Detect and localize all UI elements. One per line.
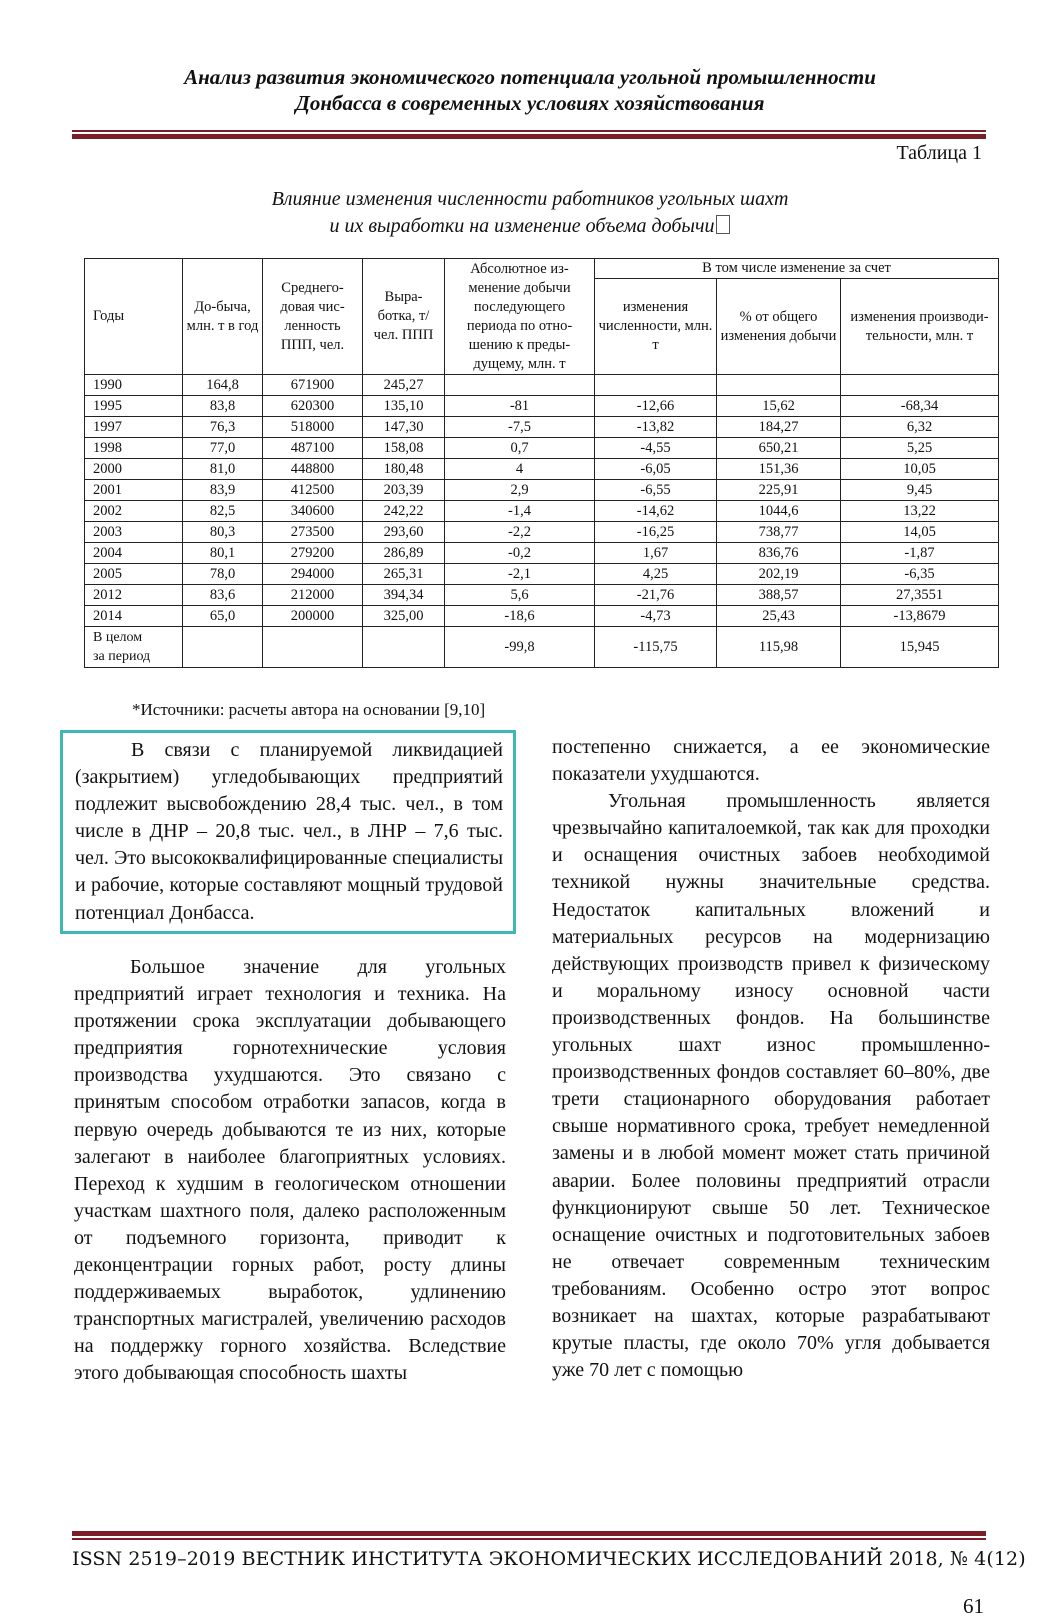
table-row	[85, 375, 999, 396]
table-cell: -6,55	[595, 480, 717, 501]
table-cell: 135,10	[363, 396, 445, 417]
table-label: Таблица 1	[896, 142, 982, 164]
table-cell: 15,945	[841, 627, 999, 668]
header-group: В том числе изменение за счет	[595, 259, 999, 279]
table-cell: -99,8	[445, 627, 595, 668]
table-cell: 164,8	[183, 375, 263, 396]
table-cell	[595, 375, 717, 396]
table-cell: 388,57	[717, 585, 841, 606]
table-cell: 80,3	[183, 522, 263, 543]
table-row	[85, 417, 999, 438]
total-label-line-2: за период	[93, 649, 151, 664]
table-total-row	[85, 627, 999, 668]
table-row	[85, 396, 999, 417]
page-number: 61	[963, 1594, 984, 1618]
missing-glyph-box-icon	[716, 215, 730, 234]
table-cell: -7,5	[445, 417, 595, 438]
left-paragraph: Большое значение для угольных предприятий играет технология и техника. На протяжении срока эксплуатации добывающего предприятия горнотехнические условия производства ухудшаются. Это связано с принятым способом отработки запасов, когда в первую очередь добываются те из них, которые залегают в наиболее благоприятных условиях. Переход к худшим в геологическом отношении участкам шахтного поля, далеко расположенным от подъемного горизонта, приводит к деконцентрации горных работ, росту длины поддерживаемых выработок, удлинению транспортных магистралей, увеличению расходов на поддержку горного хозяйства. Вследствие этого добывающая способность шахты	[74, 956, 506, 1385]
footer-rule	[72, 1531, 986, 1540]
journal-footer: ISSN 2519–2019 ВЕСТНИК ИНСТИТУТА ЭКОНОМИЧЕСКИХ ИССЛЕДОВАНИЙ 2018, № 4(12)	[72, 1548, 1026, 1570]
table-cell: -2,1	[445, 564, 595, 585]
header-change-productivity: изменения производи-тельности, млн. т	[841, 279, 999, 375]
table-cell: 202,19	[717, 564, 841, 585]
header-output: До-бычa, млн. т в год	[183, 259, 263, 375]
table-cell: 325,00	[363, 606, 445, 627]
row-year: 2012	[85, 585, 183, 606]
table-cell: 83,6	[183, 585, 263, 606]
table-cell: 286,89	[363, 543, 445, 564]
table-cell: 180,48	[363, 459, 445, 480]
row-year: 1990	[85, 375, 183, 396]
table-cell: 836,76	[717, 543, 841, 564]
table-cell: -6,35	[841, 564, 999, 585]
article-title	[60, 64, 1000, 116]
table-cell: 340600	[263, 501, 363, 522]
row-year: 1997	[85, 417, 183, 438]
table-cell: 65,0	[183, 606, 263, 627]
table-cell	[445, 375, 595, 396]
table-row	[85, 564, 999, 585]
right-column	[552, 734, 990, 1384]
table-caption-line-2-text: и их выработки на изменение объема добычи	[329, 215, 715, 237]
table-cell: 212000	[263, 585, 363, 606]
table-cell: -14,62	[595, 501, 717, 522]
table-cell	[183, 627, 263, 668]
header-headcount: Среднего-довая чис-ленность ППП, чел.	[263, 259, 363, 375]
table-cell: 14,05	[841, 522, 999, 543]
table-cell: 15,62	[717, 396, 841, 417]
table-cell: 83,8	[183, 396, 263, 417]
row-year: 2002	[85, 501, 183, 522]
table-row	[85, 438, 999, 459]
row-year: 1995	[85, 396, 183, 417]
table-cell: -13,8679	[841, 606, 999, 627]
table-cell: 1044,6	[717, 501, 841, 522]
table-cell: 487100	[263, 438, 363, 459]
total-label-line-1: В целом	[93, 630, 143, 645]
header-share-pct: % от общего изменения добычи	[717, 279, 841, 375]
table-caption	[100, 186, 960, 240]
table-cell: -4,55	[595, 438, 717, 459]
article-title-line-2: Донбасса в современных условиях хозяйствования	[295, 91, 765, 115]
table-row	[85, 501, 999, 522]
table-cell: 412500	[263, 480, 363, 501]
table-row	[85, 543, 999, 564]
table-cell: 200000	[263, 606, 363, 627]
table-cell: 738,77	[717, 522, 841, 543]
table-caption-line-2	[100, 213, 960, 240]
row-year: 2005	[85, 564, 183, 585]
row-year: 2014	[85, 606, 183, 627]
row-year: 2004	[85, 543, 183, 564]
table-row	[85, 459, 999, 480]
table-cell: 0,7	[445, 438, 595, 459]
right-paragraph-1: постепенно снижается, а ее экономические показатели ухудшаются.	[552, 736, 990, 786]
table-cell: 25,43	[717, 606, 841, 627]
table-cell: 80,1	[183, 543, 263, 564]
table-row	[85, 522, 999, 543]
table-cell	[263, 627, 363, 668]
table-cell: -81	[445, 396, 595, 417]
table-cell: 27,3551	[841, 585, 999, 606]
table-cell: 273500	[263, 522, 363, 543]
header-years: Годы	[85, 259, 183, 375]
table-cell: 2,9	[445, 480, 595, 501]
header-productivity: Выра-ботка, т/чел. ППП	[363, 259, 445, 375]
table-cell: 6,32	[841, 417, 999, 438]
table-cell: 203,39	[363, 480, 445, 501]
table-cell: -1,4	[445, 501, 595, 522]
highlighted-paragraph: В связи с планируемой ликвидацией (закрытием) угледобывающих предприятий подлежит высвобождению 28,4 тыс. чел., в том числе в ДНР – 20,8 тыс. чел., в ЛНР – 7,6 тыс. чел. Это высококвалифицированные специалисты и рабочие, которые составляют мощный трудовой потенциал Донбасса.	[75, 739, 503, 924]
table-cell: 9,45	[841, 480, 999, 501]
row-year: 2003	[85, 522, 183, 543]
table-cell: 81,0	[183, 459, 263, 480]
table-cell: -6,05	[595, 459, 717, 480]
table-cell: 83,9	[183, 480, 263, 501]
table-cell: 1,67	[595, 543, 717, 564]
table-cell: 77,0	[183, 438, 263, 459]
table-cell: 76,3	[183, 417, 263, 438]
table-cell: 650,21	[717, 438, 841, 459]
table-cell: -16,25	[595, 522, 717, 543]
table-cell: -12,66	[595, 396, 717, 417]
table-cell: 4	[445, 459, 595, 480]
table-cell	[717, 375, 841, 396]
table-cell: -68,34	[841, 396, 999, 417]
table-cell: 151,36	[717, 459, 841, 480]
table-row	[85, 606, 999, 627]
table-cell: 394,34	[363, 585, 445, 606]
table-cell: 279200	[263, 543, 363, 564]
table-cell: 158,08	[363, 438, 445, 459]
article-title-line-1: Анализ развития экономического потенциала угольной промышленности	[184, 65, 876, 89]
right-paragraph-2: Угольная промышленность является чрезвычайно капиталоемкой, так как для проходки и оснащения очистных забоев необходимой техникой нужны значительные средства. Недостаток капитальных вложений и материальных ресурсов на модернизацию действующих производств привел к физическому и моральному износу основной части производственных фондов. На большинстве угольных шахт износ промышленно-производственных фондов составляет 60–80%, две трети стационарного оборудования работает свыше нормативного срока, требует немедленной замены и в любой момент может стать причиной аварии. Более половины предприятий отрасли функционируют свыше 50 лет. Техническое оснащение очистных и подготовительных забоев не отвечает современным техническим требованиям. Особенно остро этот вопрос возникает на шахтах, которые разрабатывают крутые пласты, где около 70% угля добывается уже 70 лет с помощью	[552, 790, 990, 1382]
table-cell: 147,30	[363, 417, 445, 438]
table-cell: 265,31	[363, 564, 445, 585]
table-cell: 82,5	[183, 501, 263, 522]
source-note: *Источники: расчеты автора на основании [9,10]	[132, 700, 486, 719]
header-absolute-change: Абсолютное из-менение добычи последующего периода по отно-шению к преды-дущему, млн. т	[445, 259, 595, 375]
row-year: 2001	[85, 480, 183, 501]
table-cell: 4,25	[595, 564, 717, 585]
table-cell: 78,0	[183, 564, 263, 585]
table-cell: 225,91	[717, 480, 841, 501]
header-change-headcount: изменения численности, млн. т	[595, 279, 717, 375]
table-row	[85, 480, 999, 501]
table-cell: 620300	[263, 396, 363, 417]
table-cell: 115,98	[717, 627, 841, 668]
header-rule	[72, 130, 986, 139]
table-cell: -1,87	[841, 543, 999, 564]
table-cell: 294000	[263, 564, 363, 585]
table-cell: -4,73	[595, 606, 717, 627]
left-column	[74, 954, 506, 1388]
table-cell: 5,6	[445, 585, 595, 606]
table-cell: 448800	[263, 459, 363, 480]
table-cell: -13,82	[595, 417, 717, 438]
table-caption-line-1: Влияние изменения численности работников угольных шахт	[271, 188, 789, 210]
table-cell	[841, 375, 999, 396]
table-cell: 293,60	[363, 522, 445, 543]
table-cell: 184,27	[717, 417, 841, 438]
table-cell: 10,05	[841, 459, 999, 480]
table-cell: -115,75	[595, 627, 717, 668]
table-cell: -2,2	[445, 522, 595, 543]
table-cell: 245,27	[363, 375, 445, 396]
table-cell: 13,22	[841, 501, 999, 522]
table-cell: 5,25	[841, 438, 999, 459]
table-cell: 242,22	[363, 501, 445, 522]
table-cell: 518000	[263, 417, 363, 438]
table-cell: 671900	[263, 375, 363, 396]
table-cell	[363, 627, 445, 668]
table-cell: -18,6	[445, 606, 595, 627]
table-cell: -0,2	[445, 543, 595, 564]
data-table	[84, 258, 999, 668]
table-cell: -21,76	[595, 585, 717, 606]
total-label	[85, 627, 183, 668]
row-year: 1998	[85, 438, 183, 459]
highlighted-paragraph-box	[60, 730, 516, 934]
table-row	[85, 585, 999, 606]
row-year: 2000	[85, 459, 183, 480]
